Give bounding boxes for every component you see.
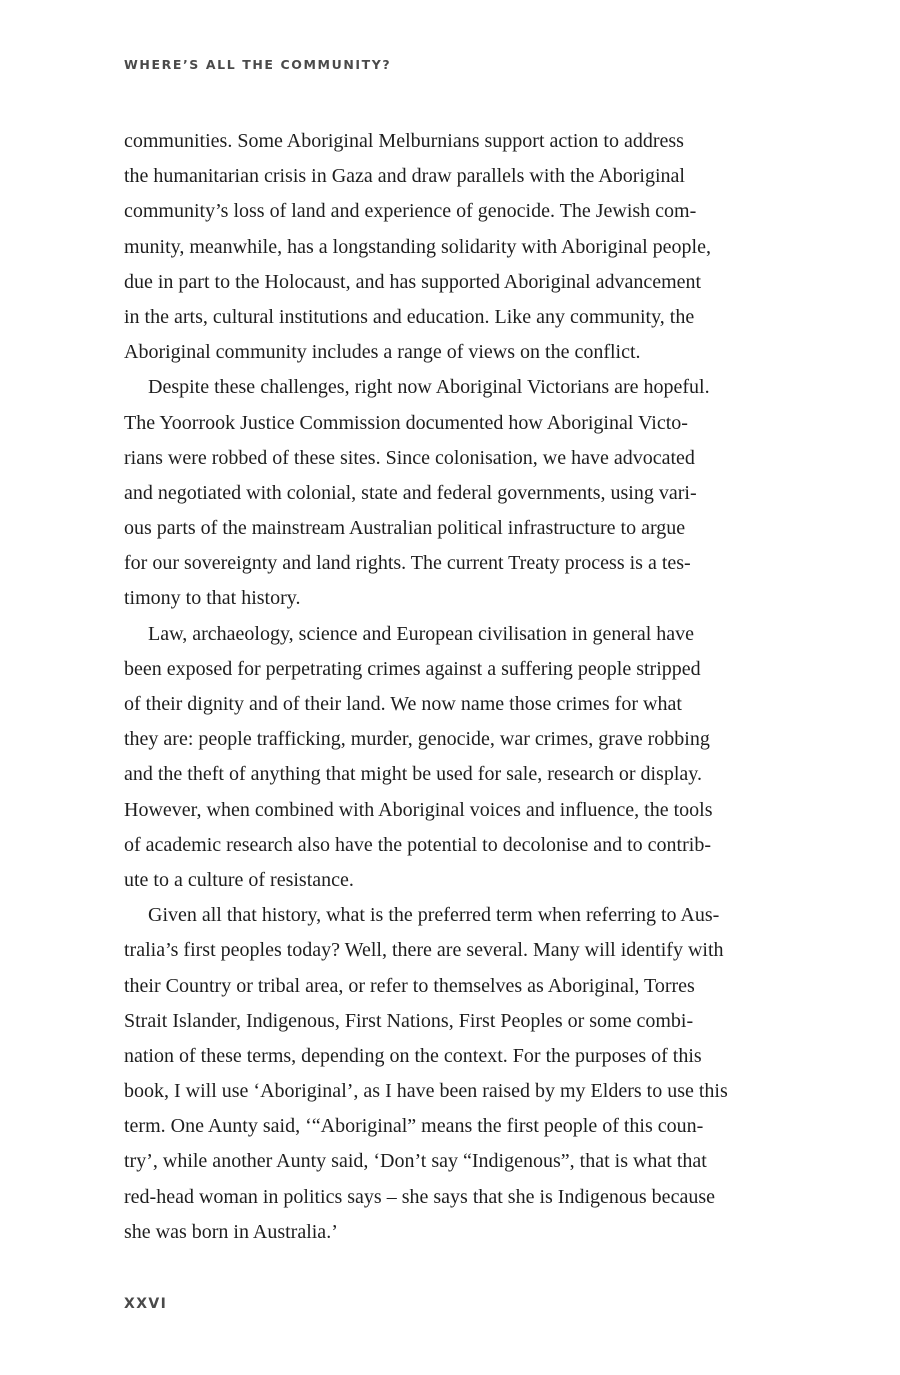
text-line: The Yoorrook Justice Commission documented how Aboriginal Victo-: [124, 411, 688, 434]
text-line: they are: people trafficking, murder, genocide, war crimes, grave robbing: [124, 728, 710, 751]
text-line: try’, while another Aunty said, ‘Don’t say “Indigenous”, that is what that: [124, 1150, 707, 1173]
text-line: red-head woman in politics says – she says that she is Indigenous because: [124, 1185, 715, 1208]
text-line: community’s loss of land and experience of genocide. The Jewish com-: [124, 200, 697, 223]
text-line: ute to a culture of resistance.: [124, 868, 354, 891]
page-number: XXVI: [124, 1296, 168, 1312]
text-line: tralia’s first peoples today? Well, there are several. Many will identify with: [124, 939, 724, 962]
text-line: term. One Aunty said, ‘“Aboriginal” means the first people of this coun-: [124, 1115, 704, 1138]
text-line: in the arts, cultural institutions and education. Like any community, the: [124, 305, 695, 328]
text-line: been exposed for perpetrating crimes against a suffering people stripped: [124, 657, 701, 680]
text-line: ous parts of the mainstream Australian political infrastructure to argue: [124, 517, 686, 540]
text-line: book, I will use ‘Aboriginal’, as I have been raised by my Elders to use this: [124, 1080, 728, 1103]
text-line: of their dignity and of their land. We now name those crimes for what: [124, 693, 682, 715]
text-line: However, when combined with Aboriginal voices and influence, the tools: [124, 798, 713, 821]
text-line: she was born in Australia.’: [124, 1220, 338, 1243]
text-line: the humanitarian crisis in Gaza and draw parallels with the Aboriginal: [124, 165, 685, 188]
paragraph-first-line: Law, archaeology, science and European civilisation in general have: [148, 622, 695, 645]
text-line: timony to that history.: [124, 587, 301, 610]
text-line: and negotiated with colonial, state and federal governments, using vari-: [124, 481, 697, 504]
text-line: nation of these terms, depending on the context. For the purposes of this: [124, 1044, 702, 1067]
text-line: rians were robbed of these sites. Since colonisation, we have advocated: [124, 446, 695, 469]
paragraph-first-line: Despite these challenges, right now Aboriginal Victorians are hopeful.: [148, 376, 710, 399]
text-line: due in part to the Holocaust, and has supported Aboriginal advancement: [124, 270, 702, 293]
text-line: for our sovereignty and land rights. The current Treaty process is a tes-: [124, 552, 691, 575]
body-text: [124, 124, 764, 1250]
text-line: of academic research also have the potential to decolonise and to contrib-: [124, 833, 711, 856]
running-head: WHERE’S ALL THE COMMUNITY?: [124, 57, 392, 72]
paragraph-first-line: Given all that history, what is the preferred term when referring to Aus-: [148, 904, 720, 927]
text-line: communities. Some Aboriginal Melburnians support action to address: [124, 130, 684, 152]
text-line: Strait Islander, Indigenous, First Nations, First Peoples or some combi-: [124, 1009, 694, 1032]
text-line: munity, meanwhile, has a longstanding solidarity with Aboriginal people,: [124, 235, 711, 258]
text-line: Aboriginal community includes a range of views on the conflict.: [124, 341, 641, 364]
text-line: and the theft of anything that might be used for sale, research or display.: [124, 763, 702, 786]
text-line: their Country or tribal area, or refer to themselves as Aboriginal, Torres: [124, 974, 695, 997]
